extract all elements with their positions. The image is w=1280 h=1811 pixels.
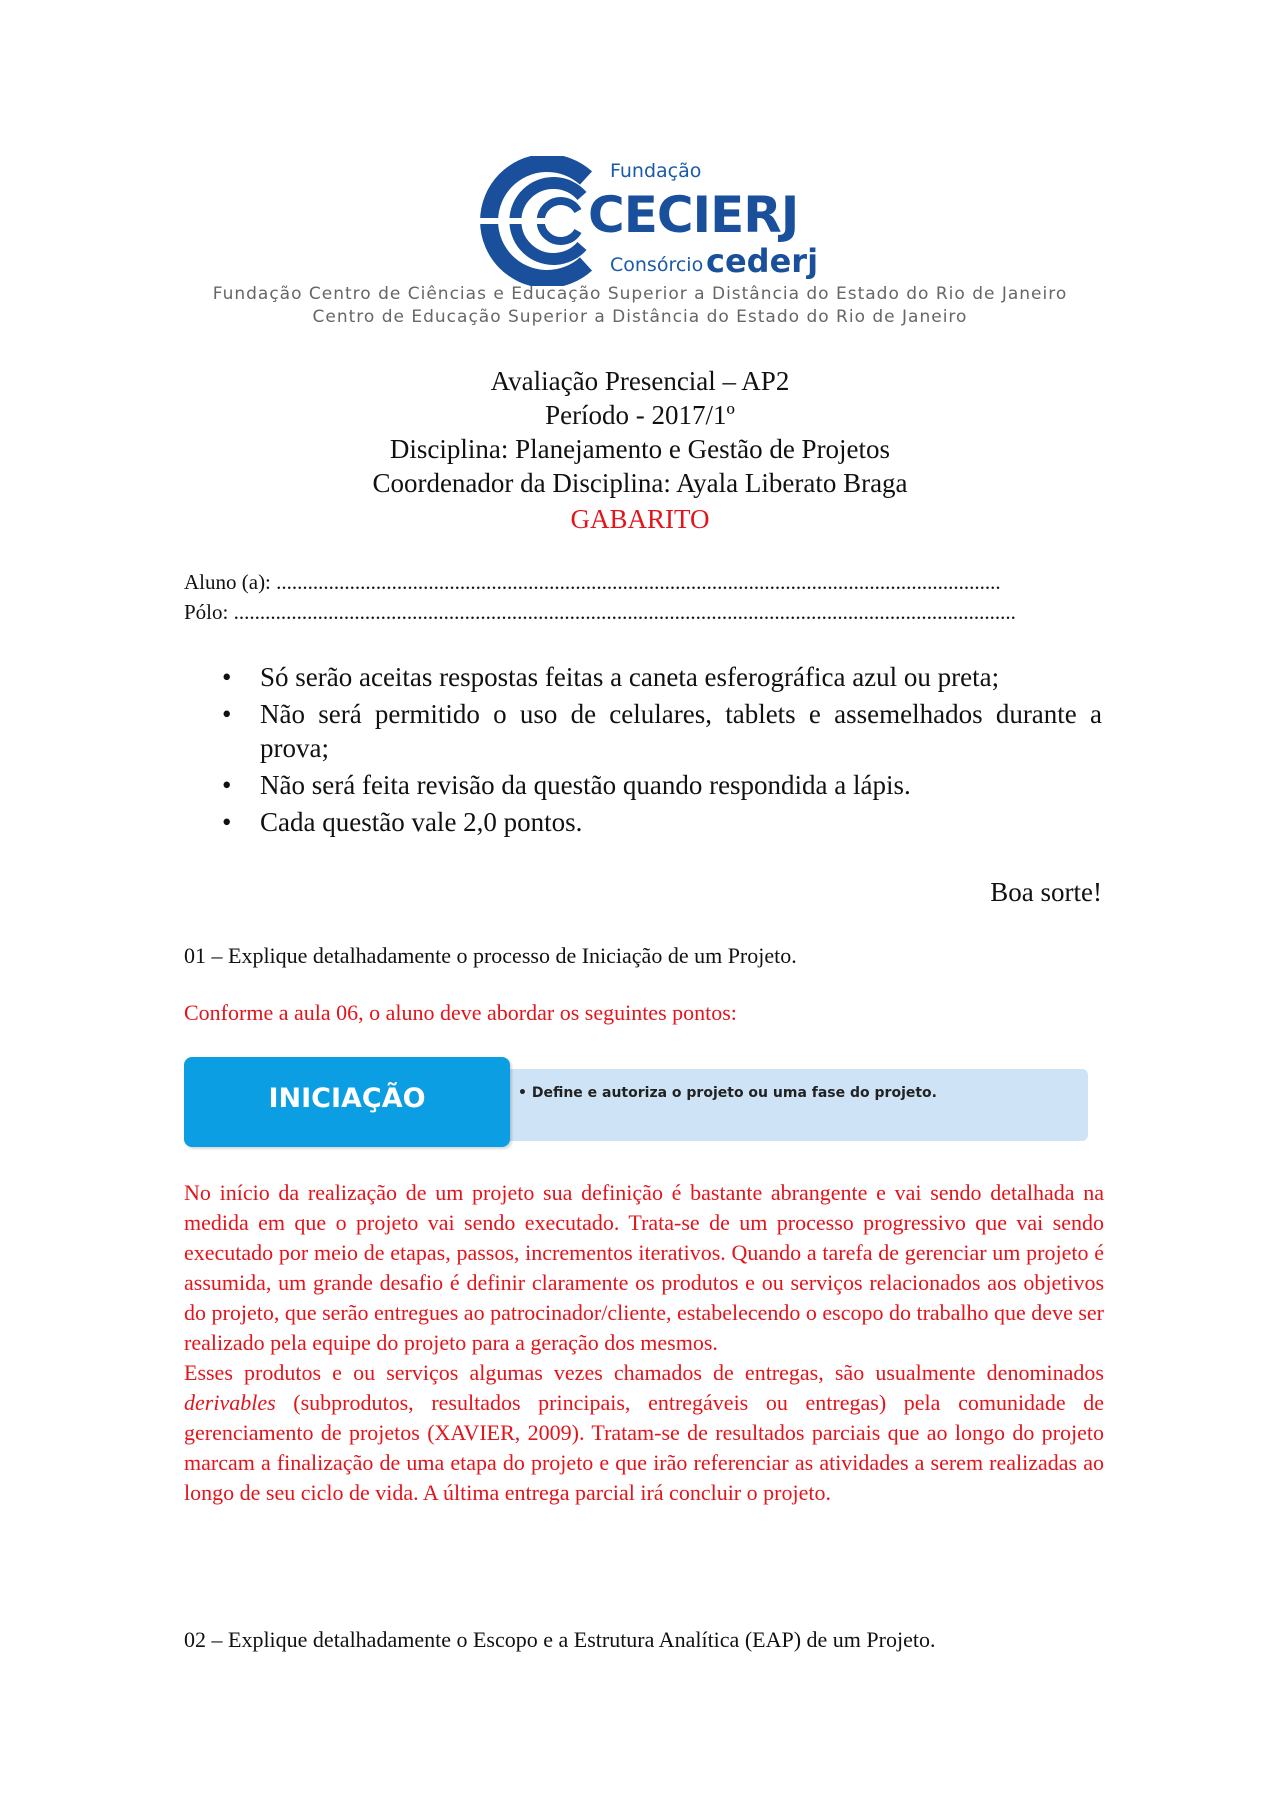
- rule-item: • Não será feita revisão da questão quando respondida a lápis.: [222, 770, 911, 800]
- evaluation-title: Avaliação Presencial – AP2: [490, 366, 790, 396]
- answer-paragraph-2: Esses produtos e ou serviços algumas vezes chamados de entregas, são usualmente denominados derivables (subprodutos, resultados principais, entregáveis ou entregas) pela comunidade de gerenciamento de projetos (XAVIER, 2009). Tratam-se de resultados parciais que ao longo do projeto marcam a finalização de uma etapa do projeto e que irão referenciar as atividades a serem realizadas ao longo de seu ciclo de vida. A última entrega parcial irá concluir o projeto.: [184, 1360, 1104, 1505]
- bullet-icon: •: [222, 699, 232, 729]
- rule-item: • Cada questão vale 2,0 pontos.: [222, 807, 583, 837]
- bullet-icon: •: [222, 662, 232, 692]
- figure-description: • Define e autoriza o projeto ou uma fase do projeto.: [518, 1085, 937, 1101]
- logo-cecierj-text: CECIERJ: [588, 186, 799, 244]
- coordinator: Coordenador da Disciplina: Ayala Liberato Braga: [372, 468, 908, 498]
- figure-title: INICIAÇÃO: [268, 1083, 426, 1114]
- bullet-icon: •: [222, 770, 232, 800]
- rule-item: • Só serão aceitas respostas feitas a caneta esferográfica azul ou preta;: [222, 662, 1000, 692]
- question-1-intro: Conforme a aula 06, o aluno deve abordar os seguintes pontos:: [184, 1000, 737, 1025]
- derivables-term: derivables: [184, 1390, 276, 1415]
- logo-fundacao-text: Fundação: [610, 160, 702, 182]
- answer-1: [184, 1178, 1104, 1508]
- student-name-field: Aluno (a): ..........................................................................................................................................: [184, 570, 1001, 594]
- polo-field: Pólo: .....................................................................................................................................................: [184, 600, 1016, 624]
- figure-description-box: [446, 1069, 1088, 1141]
- discipline: Disciplina: Planejamento e Gestão de Projetos: [389, 434, 891, 464]
- logo-emblem-icon: [468, 156, 608, 286]
- cecierj-logo: [468, 156, 828, 286]
- iniciacao-figure: [184, 1057, 1088, 1147]
- institution-line-1: Fundação Centro de Ciências e Educação Superior a Distância do Estado do Rio de Janeiro: [212, 284, 1068, 304]
- question-2: 02 – Explique detalhadamente o Escopo e a Estrutura Analítica (EAP) de um Projeto.: [184, 1627, 936, 1652]
- logo-cederj-text: cederj: [706, 242, 819, 280]
- bullet-icon: •: [222, 807, 232, 837]
- period: Período - 2017/1º: [545, 400, 735, 430]
- gabarito-label: GABARITO: [570, 504, 710, 534]
- answer-paragraph-1: No início da realização de um projeto sua definição é bastante abrangente e vai sendo detalhada na medida em que o projeto vai sendo executado. Trata-se de um processo progressivo que vai sendo executado por meio de etapas, passos, incrementos iterativos. Quando a tarefa de gerenciar um projeto é assumida, um grande desafio é definir claramente os produtos e ou serviços relacionados aos objetivos do projeto, que serão entregues ao patrocinador/cliente, estabelecendo o escopo do trabalho que deve ser realizado pela equipe do projeto para a geração dos mesmos.: [184, 1180, 1104, 1355]
- rule-item: • Não será permitido o uso de celulares, tablets e assemelhados durante a prova;: [222, 699, 1102, 763]
- logo-consorcio-text: Consórcio: [610, 254, 704, 276]
- institution-line-2: Centro de Educação Superior a Distância do Estado do Rio de Janeiro: [312, 307, 968, 327]
- figure-title-box: [184, 1057, 510, 1147]
- question-1: 01 – Explique detalhadamente o processo de Iniciação de um Projeto.: [184, 943, 797, 968]
- good-luck: Boa sorte!: [990, 877, 1102, 907]
- rules-list: [222, 660, 1102, 842]
